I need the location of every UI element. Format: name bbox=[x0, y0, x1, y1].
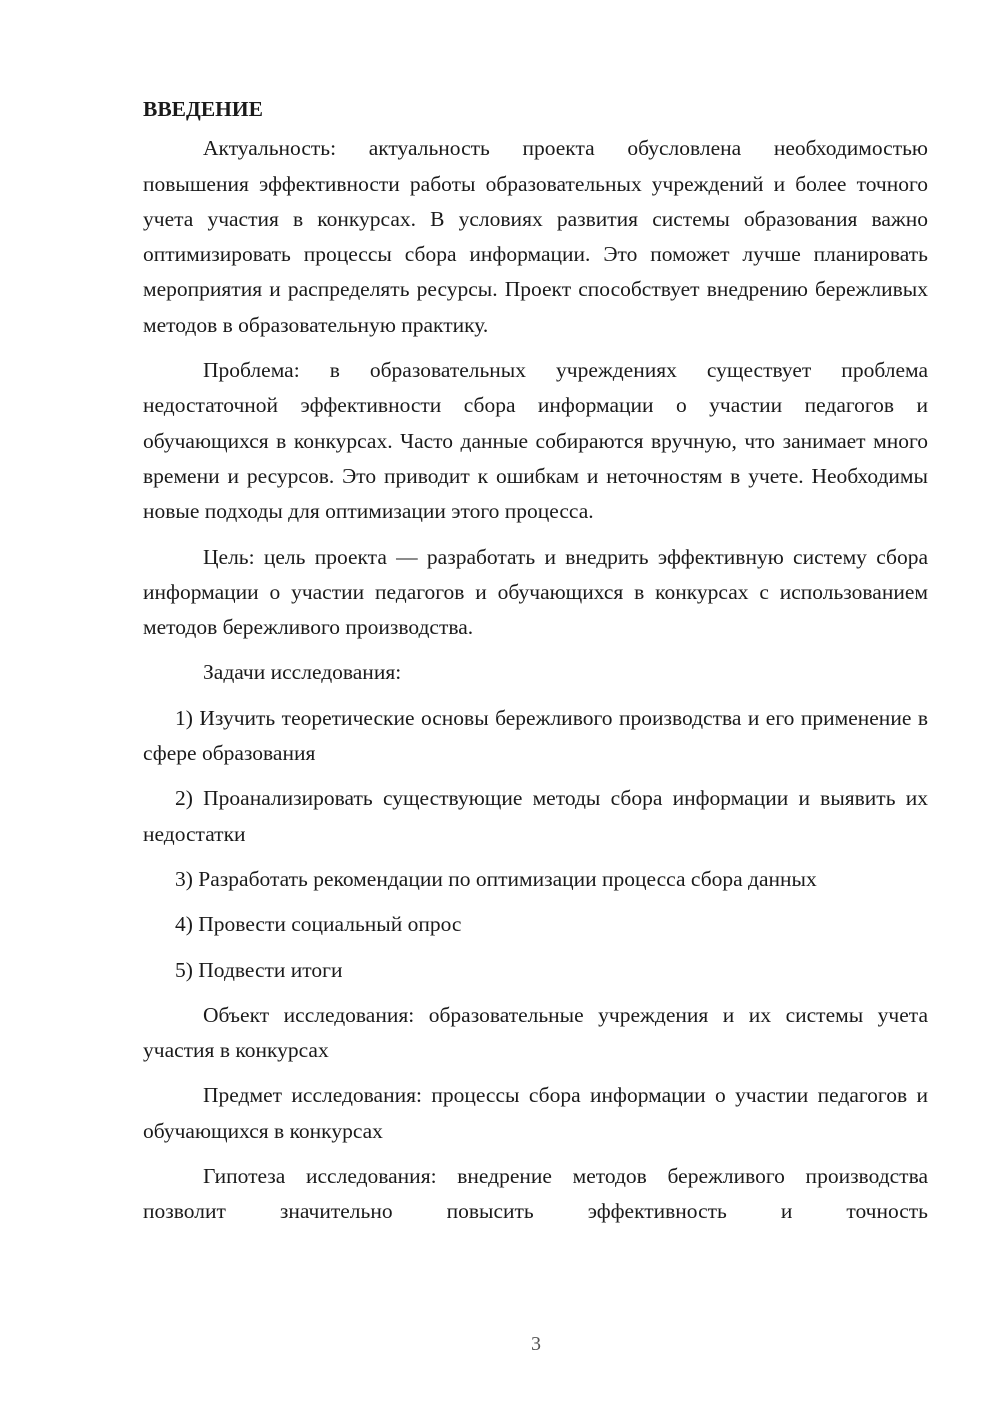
page-number: 3 bbox=[531, 1333, 541, 1355]
task-item: 4) Провести социальный опрос bbox=[175, 912, 462, 937]
paragraph-problem: Проблема: в образовательных учреждениях существует проблема недостаточной эффективности сбора информации о участии педагогов и обучающихся в конкурсах. Часто данные собираются вручную, что занимает много времени и ресурсов. Это приводит к ошибкам и неточностям в учете. Необходимы новые подходы для оптимизации этого процесса. bbox=[143, 358, 928, 524]
paragraph-relevance: Актуальность: актуальность проекта обусловлена необходимостью повышения эффективности работы образовательных учреждений и более точного учета участия в конкурсах. В условиях развития системы образования важно оптимизировать процессы сбора информации. Это поможет лучше планировать мероприятия и распределять ресурсы. Проект способствует внедрению бережливых методов в образовательную практику. bbox=[143, 136, 928, 337]
paragraph-tasks-heading: Задачи исследования: bbox=[203, 660, 402, 685]
task-item: 1) Изучить теоретические основы бережливого производства и его применение в сфере образования bbox=[143, 705, 928, 766]
paragraph-hypothesis: Гипотеза исследования: внедрение методов бережливого производства позволит значительно повысить эффективность и точность bbox=[143, 1164, 928, 1224]
task-item: 3) Разработать рекомендации по оптимизации процесса сбора данных bbox=[175, 866, 817, 891]
task-item: 5) Подвести итоги bbox=[175, 957, 343, 982]
task-item: 2) Проанализировать существующие методы сбора информации и выявить их недостатки bbox=[143, 786, 928, 846]
paragraph-object: Объект исследования: образовательные учреждения и их системы учета участия в конкурсах bbox=[143, 1002, 928, 1063]
page-content bbox=[143, 92, 928, 1240]
section-title: ВВЕДЕНИЕ bbox=[143, 97, 263, 121]
paragraph-subject: Предмет исследования: процессы сбора информации о участии педагогов и обучающихся в конкурсах bbox=[143, 1083, 928, 1143]
paragraph-goal: Цель: цель проекта — разработать и внедрить эффективную систему сбора информации о участии педагогов и обучающихся в конкурсах с использованием методов бережливого производства. bbox=[143, 544, 928, 640]
